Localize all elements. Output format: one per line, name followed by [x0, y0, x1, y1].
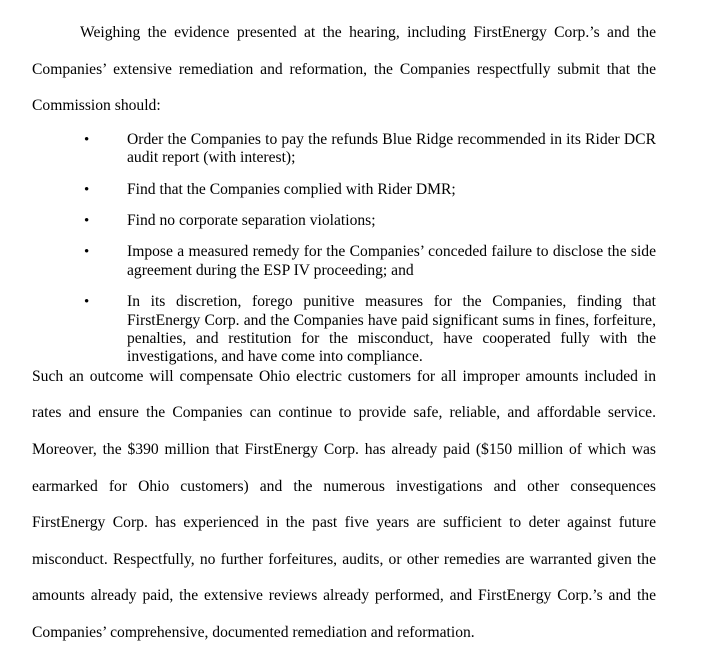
bullet-icon: • — [84, 181, 90, 198]
list-item — [32, 293, 656, 367]
list-item-text: Find no corporate separation violations; — [127, 212, 376, 229]
list-item — [32, 131, 656, 168]
list-item-text: Impose a measured remedy for the Companies’ conceded failure to disclose the side agreement during the ESP IV proceeding; and — [127, 243, 656, 279]
list-item-text: Find that the Companies complied with Rider DMR; — [127, 180, 456, 198]
list-item — [32, 212, 656, 230]
bullet-icon: • — [84, 294, 90, 311]
document-page — [32, 0, 656, 652]
list-item — [32, 243, 656, 280]
list-item — [32, 181, 656, 199]
remedy-list — [32, 131, 656, 367]
bullet-icon: • — [84, 213, 90, 229]
bullet-icon: • — [84, 131, 90, 148]
bullet-icon: • — [84, 244, 90, 261]
list-item-text: In its discretion, forego punitive measures for the Companies, finding that FirstEnergy Corp. and the Companies have paid significant sums in fines, forfeiture, penalties, and restitution for the misconduct, have cooperated fully with the investigations, and have come into compliance. — [127, 293, 656, 366]
intro-paragraph: Weighing the evidence presented at the hearing, including FirstEnergy Corp.’s and the Companies’ extensive remediation and reformation, the Companies respectfully submit that the Commission should: — [32, 24, 656, 115]
list-item-text: Order the Companies to pay the refunds Blue Ridge recommended in its Rider DCR audit report (with interest); — [127, 130, 656, 167]
closing-paragraph: Such an outcome will compensate Ohio electric customers for all improper amounts included in rates and ensure the Companies can continue to provide safe, reliable, and affordable service. Moreover, the $390 million that FirstEnergy Corp. has already paid ($150 million of which was earmarked for Ohio customers) and the numerous investigations and other consequences FirstEnergy Corp. has experienced in the past five years are sufficient to deter against future misconduct. Respectfully, no further forfeitures, audits, or other remedies are warranted given the amounts already paid, the extensive reviews already performed, and FirstEnergy Corp.’s and the Companies’ comprehensive, documented remediation and reformation. — [32, 367, 656, 641]
